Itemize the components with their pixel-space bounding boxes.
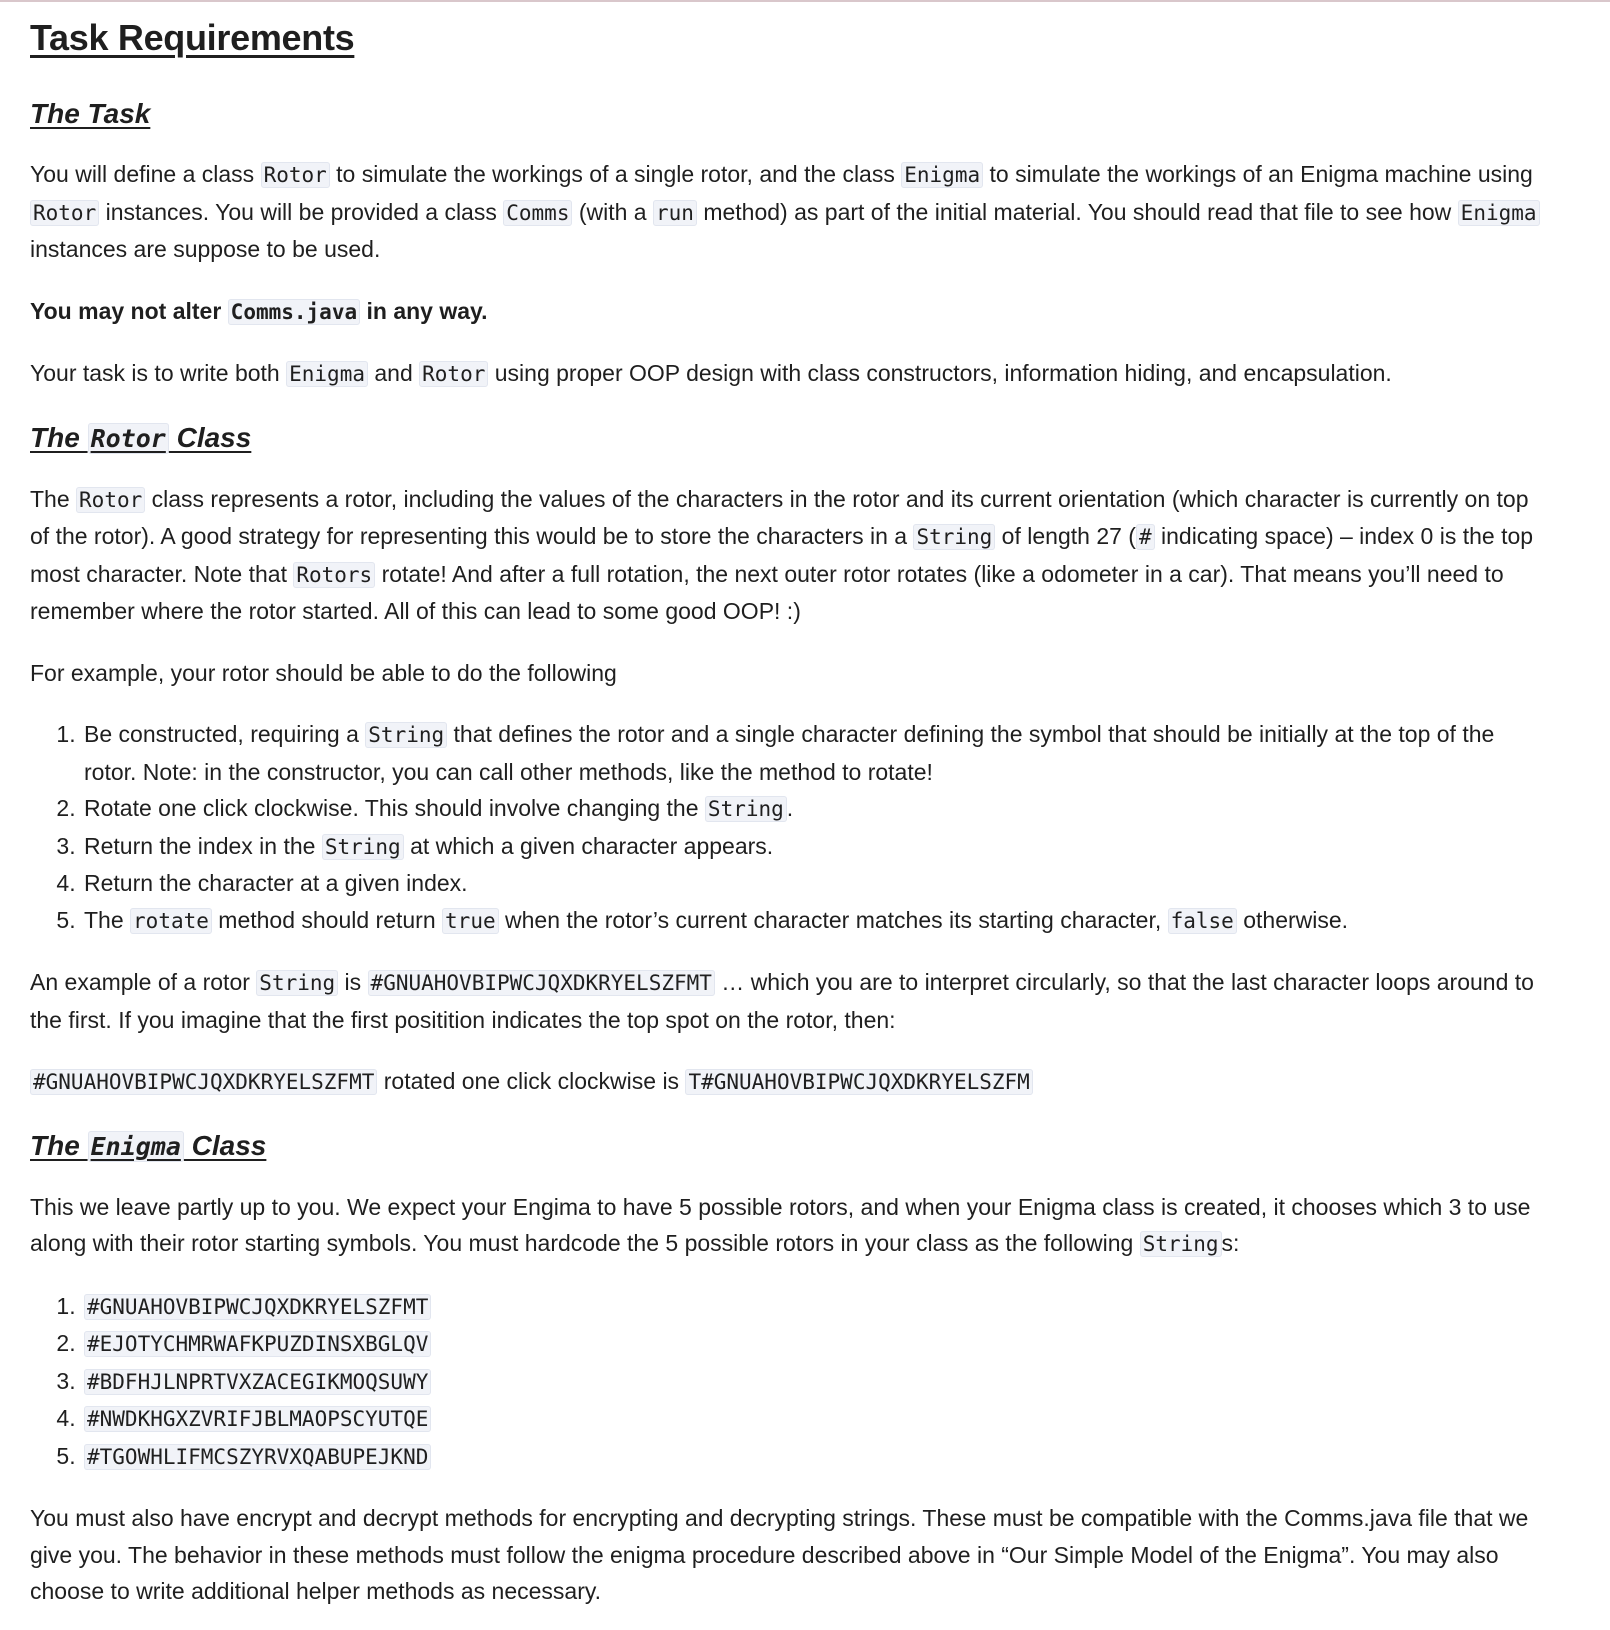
page-title: Task Requirements: [30, 17, 355, 58]
list-item: [82, 1288, 1540, 1326]
inline-code: Enigma: [88, 1131, 184, 1162]
task-paragraph-2-warning: You may not alter Comms.java in any way.: [30, 297, 488, 324]
enigma-paragraph-2: You must also have encrypt and decrypt methods for encrypting and decrypting strings. These must be compatible with the Comms.java file that we give you. The behavior in these methods must follow the enigma procedure described above in “Our Simple Model of the Enigma”. You may also choose to write additional helper methods as necessary.: [30, 1505, 1529, 1604]
inline-code: #NWDKHGXZVRIFJBLMAOPSCYUTQE: [84, 1406, 431, 1432]
section-heading-enigma-class: The Enigma Class: [30, 1129, 267, 1161]
rotor-paragraph-1: The Rotor class represents a rotor, including the values of the characters in the rotor and its current orientation (which character is currently on top of the rotor). A good strategy for representing this would be to store the characters in a String of length 27 ( # indicating space) – index 0 is the top most character. Note that Rotors rotate! And after a full rotation, the next outer rotor rotates (like a odometer in a car). That means you’ll need to remember where the rotor started. All of this can lead to some good OOP! :): [30, 485, 1534, 624]
inline-code: Enigma: [901, 162, 983, 188]
inline-code: String: [365, 722, 447, 748]
list-item: [82, 1363, 1540, 1401]
inline-code: Comms: [503, 200, 572, 226]
list-item: [82, 1400, 1540, 1438]
inline-code: Rotor: [261, 162, 330, 188]
list-item: 1. Be constructed, requiring a String that defines the rotor and a single character defining the symbol that should be initially at the top of the rotor. Note: in the constructor, you can call other methods, like the method to rotate!: [82, 716, 1540, 790]
inline-code: false: [1168, 908, 1237, 934]
inline-code: Rotor: [88, 423, 169, 454]
inline-code: rotate: [130, 908, 212, 934]
document: [0, 2, 1610, 1610]
inline-code: String: [256, 970, 338, 996]
task-paragraph-1: You will define a class Rotor to simulate the workings of a single rotor, and the class Enigma to simulate the workings of an Enigma machine using Rotor instances. You will be provided a class Comms (with a run method) as part of the initial material. You should read that file to see how Enigma instances are suppose to be used.: [30, 156, 1540, 268]
task-paragraph-3: Your task is to write both Enigma and Rotor using proper OOP design with class constructors, information hiding, and encapsulation.: [30, 360, 1392, 386]
section-heading-rotor-class: The Rotor Class: [30, 421, 252, 453]
rotor-paragraph-3: An example of a rotor String is #GNUAHOVBIPWCJQXDKRYELSZFMT … which you are to interpret circularly, so that the last character loops around to the first. If you imagine that the first positition indicates the top spot on the rotor, then:: [30, 969, 1534, 1033]
inline-code: Rotor: [30, 200, 99, 226]
inline-code: #GNUAHOVBIPWCJQXDKRYELSZFMT: [84, 1294, 431, 1320]
inline-code: run: [653, 200, 697, 226]
rotor-requirements-list: [30, 716, 1540, 939]
rotor-strings-list: [30, 1288, 1540, 1476]
inline-code: Comms.java: [228, 299, 360, 325]
inline-code: String: [913, 524, 995, 550]
section-heading-the-task: The Task: [30, 98, 151, 129]
inline-code: #EJOTYCHMRWAFKPUZDINSXBGLQV: [84, 1331, 431, 1357]
inline-code: #TGOWHLIFMCSZYRVXQABUPEJKND: [84, 1444, 431, 1470]
list-item: 5. The rotate method should return true when the rotor’s current character matches its starting character, false otherwise.: [82, 902, 1540, 940]
inline-code: String: [705, 796, 787, 822]
list-item: [82, 1438, 1540, 1476]
inline-code: T#GNUAHOVBIPWCJQXDKRYELSZFM: [685, 1069, 1032, 1095]
inline-code: Rotor: [419, 361, 488, 387]
inline-code: Enigma: [286, 361, 368, 387]
list-item: 4. Return the character at a given index.: [82, 865, 1540, 902]
inline-code: true: [442, 908, 499, 934]
rotor-paragraph-4-example: #GNUAHOVBIPWCJQXDKRYELSZFMT rotated one click clockwise is T#GNUAHOVBIPWCJQXDKRYELSZFM: [30, 1063, 1540, 1101]
list-item: [82, 1325, 1540, 1363]
list-item: 3. Return the index in the String at which a given character appears.: [82, 828, 1540, 866]
inline-code: #BDFHJLNPRTVXZACEGIKMOQSUWY: [84, 1369, 431, 1395]
inline-code: String: [322, 834, 404, 860]
enigma-paragraph-1: This we leave partly up to you. We expect your Engima to have 5 possible rotors, and when your Enigma class is created, it chooses which 3 to use along with their rotor starting symbols. You must hardcode the 5 possible rotors in your class as the following String s:: [30, 1193, 1531, 1256]
list-item: 2. Rotate one click clockwise. This should involve changing the String .: [82, 790, 1540, 828]
inline-code: String: [1140, 1231, 1222, 1257]
inline-code: #: [1136, 524, 1155, 550]
inline-code: #GNUAHOVBIPWCJQXDKRYELSZFMT: [30, 1069, 377, 1095]
inline-code: Rotors: [293, 562, 375, 588]
rotor-paragraph-2: For example, your rotor should be able to do the following: [30, 659, 617, 686]
inline-code: #GNUAHOVBIPWCJQXDKRYELSZFMT: [368, 970, 715, 996]
inline-code: Enigma: [1458, 200, 1540, 226]
inline-code: Rotor: [76, 487, 145, 513]
